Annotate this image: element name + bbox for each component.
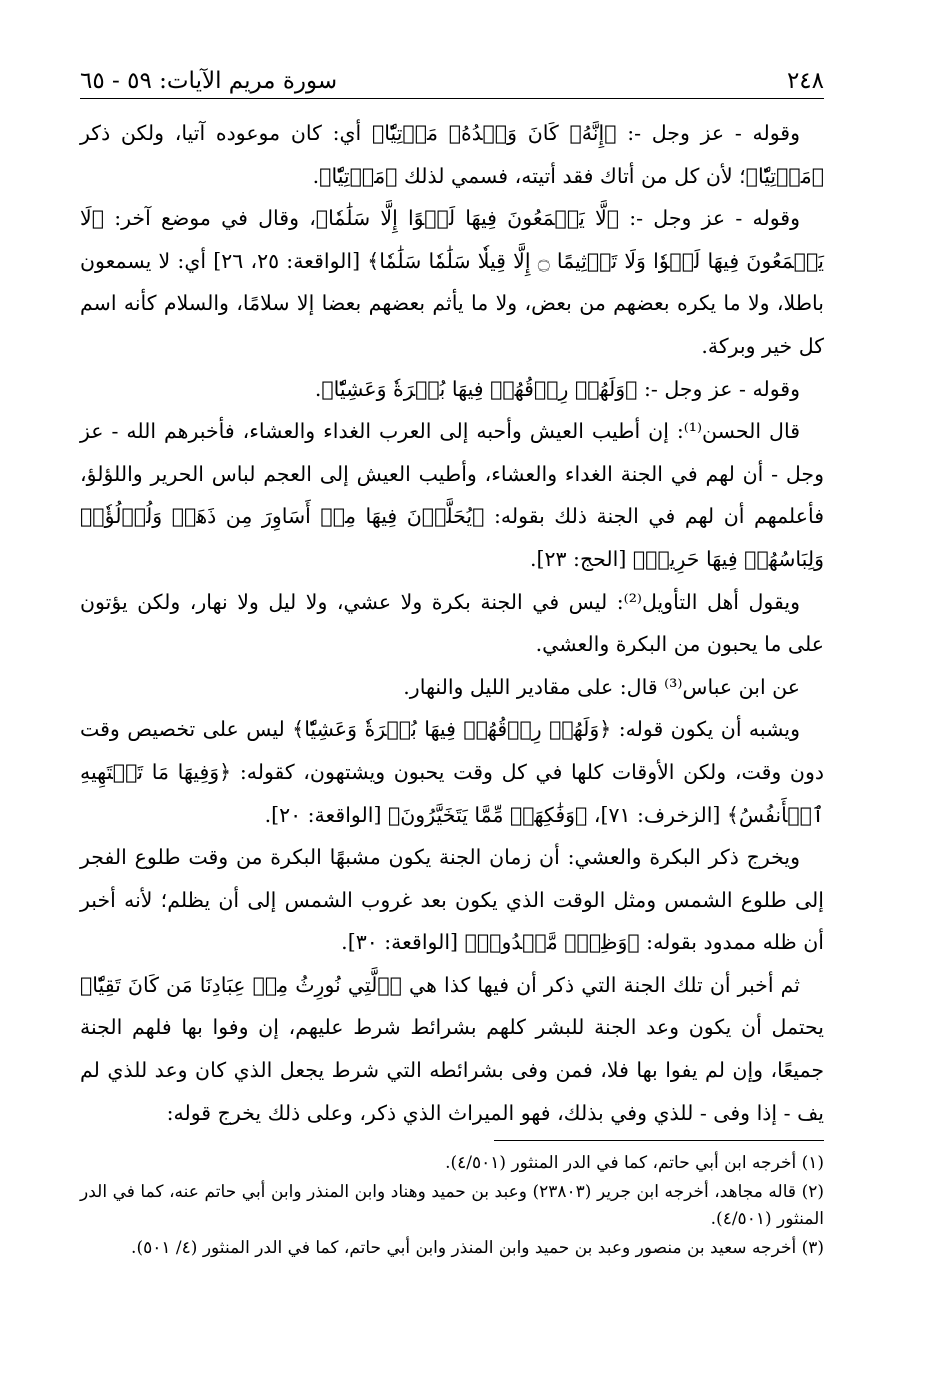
paragraph: عن ابن عباس⁽³⁾ قال: على مقادير الليل والنهار. bbox=[403, 674, 800, 699]
surah-title: سورة مريم الآيات: ٥٩ - ٦٥ bbox=[80, 68, 338, 94]
footnote: (١) أخرجه ابن أبي حاتم، كما في الدر المنثور (٤/٥٠١). bbox=[445, 1153, 824, 1173]
page-header bbox=[80, 58, 824, 94]
paragraph: ثم أخبر أن تلك الجنة التي ذكر أن فيها كذا هي ﴿ٱلَّتِي نُورِثُ مِنۡ عِبَادِنَا مَن كَانَ تَقِيّٗا﴾ يحتمل أن يكون وعد الجنة للبشر كلهم بشرائط شرط عليهم، إن وفوا بها فلهم الجنة جميعًا، وإن لم يفوا بها فلا، فمن وفى بشرائطه التي شرط يجعل الذي كان وعد للذي لم يف - إذا وفى - للذي وفي بذلك، فهو الميراث الذي ذكر، وعلى ذلك يخرج قوله: bbox=[80, 972, 824, 1125]
paragraph: وقوله - عز وجل -: ﴿لَّا يَسۡمَعُونَ فِيهَا لَغۡوًا إِلَّا سَلَٰمٗا﴾، وقال في موضع آخر: ﴿لَا يَسۡمَعُونَ فِيهَا لَغۡوٗا وَلَا تَأۡثِيمًا ۝ إِلَّا قِيلٗا سَلَٰمٗا سَلَٰمٗا﴾ [الواقعة: ٢٥، ٢٦] أي: لا يسمعون باطلا، ولا ما يكره بعضهم من بعض، ولا ما يأثم بعضهم بعضا إلا سلامًا، والسلام كأنه اسم كل خير وبركة. bbox=[80, 206, 824, 358]
paragraph: قال الحسن⁽¹⁾: إن أطيب العيش وأحبه إلى العرب الغداء والعشاء، فأخبرهم الله - عز وجل - أن لهم في الجنة الغداء والعشاء، وأطيب العيش إلى العجم لباس الحرير واللؤلؤ، فأعلمهم أن لهم في الجنة ذلك بقوله: ﴿يُحَلَّوۡنَ فِيهَا مِنۡ أَسَاوِرَ مِن ذَهَبٖ وَلُؤۡلُؤٗاۖ وَلِبَاسُهُمۡ فِيهَا حَرِيرٞ﴾ [الحج: ٢٣]. bbox=[80, 419, 824, 571]
paragraph: ويخرج ذكر البكرة والعشي: أن زمان الجنة يكون مشبهًا البكرة من وقت طلوع الفجر إلى طلوع الشمس ومثل الوقت الذي يكون بعد غروب الشمس إلى أن يظلم؛ لأنه أخبر أن ظله ممدود بقوله: ﴿وَظِلّٖ مَّمۡدُودٖ﴾ [الواقعة: ٣٠]. bbox=[80, 845, 824, 955]
footnotes bbox=[80, 1150, 824, 1264]
footnote: (٣) أخرجه سعيد بن منصور وعبد بن حميد وابن المنذر وابن أبي حاتم، كما في الدر المنثور (٤/ ٥٠١). bbox=[131, 1238, 824, 1258]
paragraph: وقوله - عز وجل -: ﴿وَلَهُمۡ رِزۡقُهُمۡ فِيهَا بُكۡرَةٗ وَعَشِيّٗا﴾. bbox=[314, 376, 800, 401]
header-divider bbox=[80, 98, 824, 99]
main-text bbox=[80, 112, 824, 1134]
footnote-divider bbox=[494, 1140, 824, 1141]
page-number: ٢٤٨ bbox=[786, 68, 824, 94]
footnote: (٢) قاله مجاهد، أخرجه ابن جرير (٢٣٨٠٣) وعبد بن حميد وهناد وابن المنذر وابن أبي حاتم عنه، كما في الدر المنثور (٤/٥٠١). bbox=[80, 1182, 824, 1229]
paragraph: وقوله - عز وجل -: ﴿إِنَّهُۥ كَانَ وَعۡدُهُۥ مَأۡتِيّٗا﴾ أي: كان موعوده آتيا، ولكن ذكر ﴿مَأۡتِيّٗا﴾؛ لأن كل من أتاك فقد أتيته، فسمي لذلك ﴿مَأۡتِيّٗا﴾. bbox=[80, 121, 824, 188]
paragraph: ويشبه أن يكون قوله: ﴿وَلَهُمۡ رِزۡقُهُمۡ فِيهَا بُكۡرَةٗ وَعَشِيّٗا﴾ ليس على تخصيص وقت دون وقت، ولكن الأوقات كلها في كل وقت يحبون ويشتهون، كقوله: ﴿وَفِيهَا مَا تَشۡتَهِيهِ ٱلۡأَنفُسُ﴾ [الزخرف: ٧١]، ﴿وَفَٰكِهَةٖ مِّمَّا يَتَخَيَّرُونَ﴾ [الواقعة: ٢٠]. bbox=[80, 717, 824, 827]
paragraph: ويقول أهل التأويل⁽²⁾: ليس في الجنة بكرة ولا عشي، ولا ليل ولا نهار، ولكن يؤتون على ما يحبون من البكرة والعشي. bbox=[80, 589, 824, 657]
